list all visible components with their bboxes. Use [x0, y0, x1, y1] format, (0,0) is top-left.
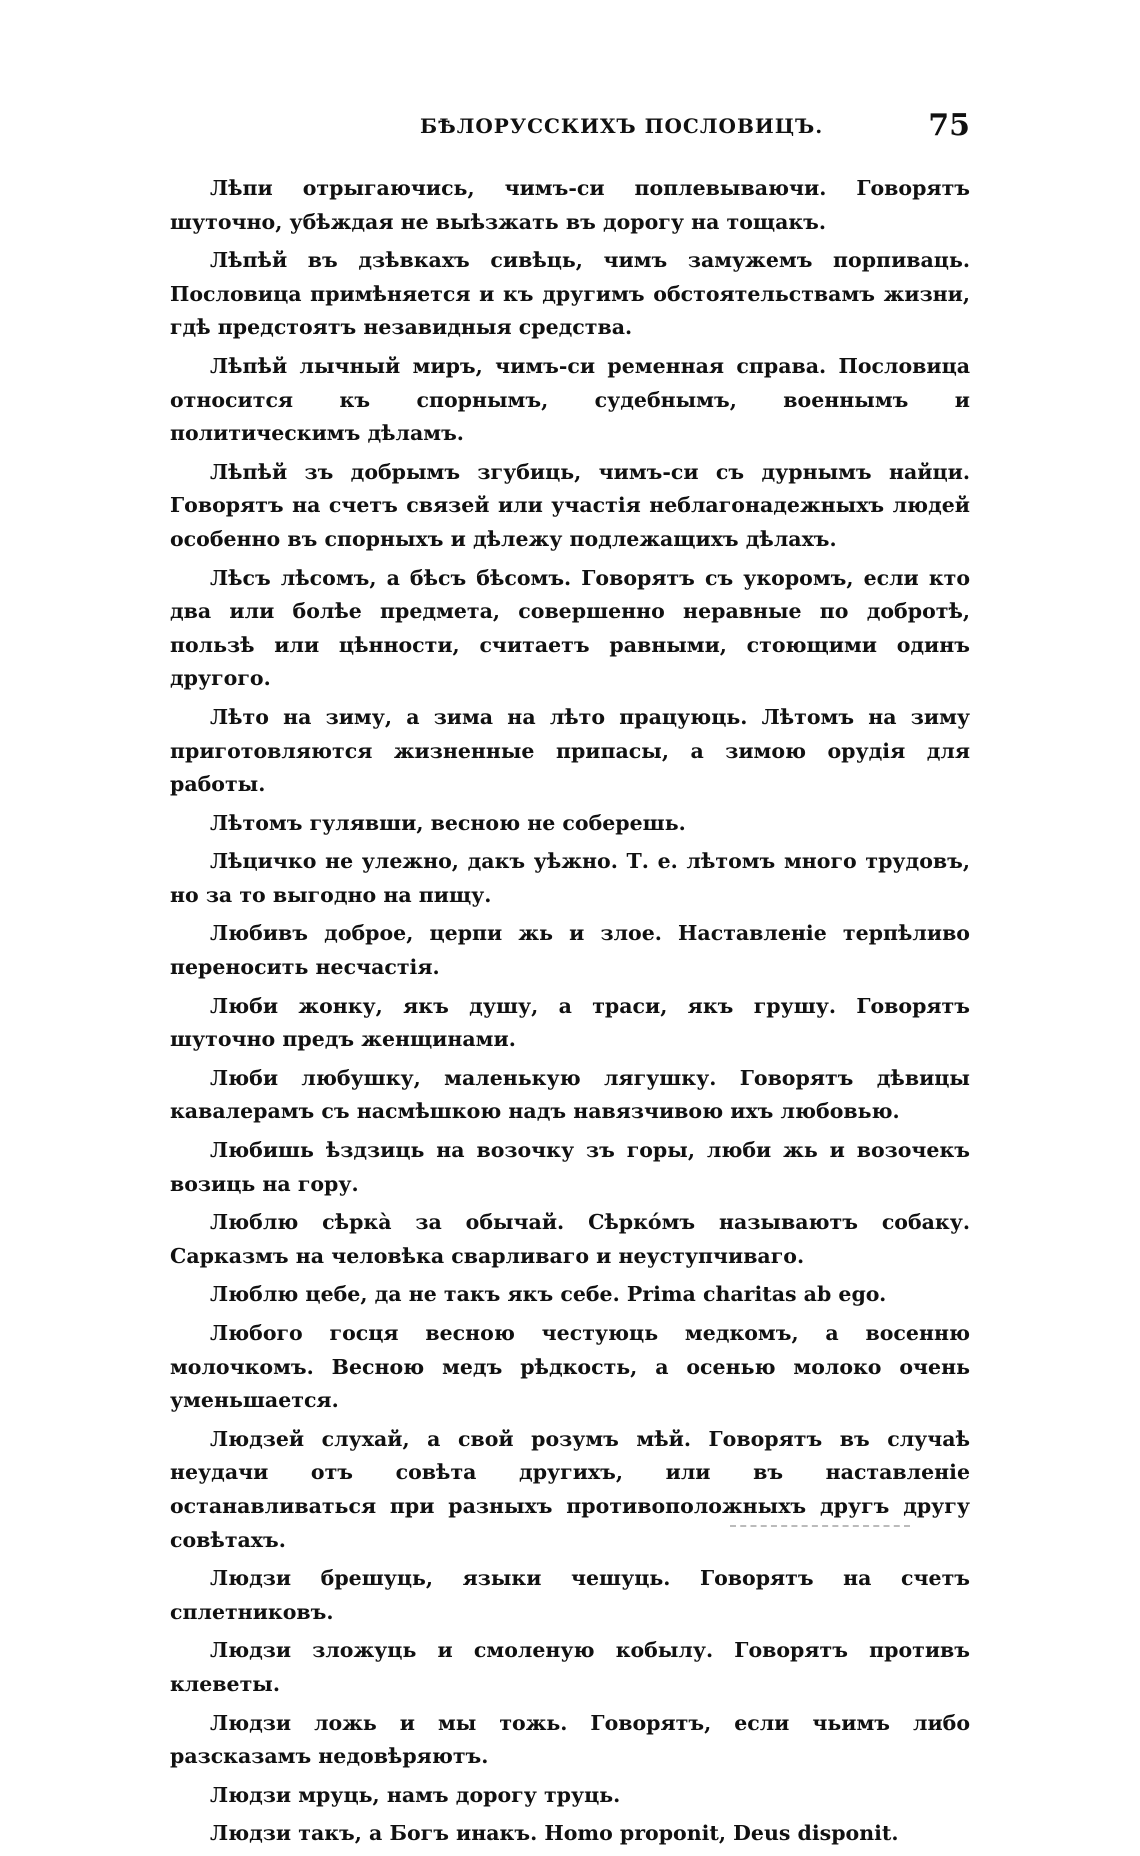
proverb-entry: Людзи зложуць и смоленую кобылу. Говорятъ противъ клеветы.	[170, 1638, 970, 1696]
running-title: БѢЛОРУССКИХЪ ПОСЛОВИЦЪ.	[420, 114, 824, 138]
proverb-entry: Люби любушку, маленькую лягушку. Говорятъ дѣвицы кавалерамъ съ насмѣшкою надъ навязчивою ихъ любовью.	[170, 1065, 970, 1124]
proverb-entry: Лѣпѣй лычный миръ, чимъ-си ременная справа. Пословица относится къ спорнымъ, судебнымъ, военнымъ и политическимъ дѣламъ.	[170, 353, 970, 446]
proverb-entry: Люблю сѣркà за обычай. Сѣркóмъ называютъ собаку. Сарказмъ на человѣка сварливаго и неуступчиваго.	[170, 1210, 970, 1268]
page-number: 75	[928, 108, 970, 143]
print-smudge-divider	[730, 1525, 910, 1531]
proverb-entry: Людзи ложь и мы тожь. Говорятъ, если чьимъ либо разсказамъ недовѣряютъ.	[170, 1710, 970, 1769]
proverb-entry: Людзи мруць, намъ дорогу труць.	[210, 1782, 621, 1807]
proverb-entry: Людзей слухай, а свой розумъ мѣй. Говорятъ въ случаѣ неудачи отъ совѣта другихъ, или въ наставленіе останавливаться при разныхъ противоположныхъ другъ другу совѣтахъ.	[170, 1426, 970, 1552]
proverb-entry: Люблю цебе, да не такъ якъ себе. Prima charitas ab ego.	[210, 1282, 887, 1307]
proverb-entry: Любивъ доброе, церпи жь и злое. Наставленіе терпѣливо переносить несчастія.	[170, 921, 970, 980]
proverb-entry: Лѣпѣй въ дзѣвкахъ сивѣць, чимъ замужемъ порпиваць. Пословица примѣняется и къ другимъ обстоятельствамъ жизни, гдѣ предстоятъ незавидныя средства.	[170, 248, 970, 340]
proverb-entry: Людзи такъ, а Богъ инакъ. Homo proponit, Deus disponit.	[210, 1821, 899, 1846]
proverb-entry: Лѣцичко не улежно, дакъ уѣжно. Т. е. лѣтомъ много трудовъ, но за то выгодно на пищу.	[170, 849, 970, 907]
proverb-entry: Любишь ѣздзиць на возочку зъ горы, люби жь и возочекъ возиць на гору.	[170, 1138, 970, 1196]
proverb-entry: Люби жонку, якъ душу, а траси, якъ грушу. Говорятъ шуточно предъ женщинами.	[170, 993, 970, 1052]
proverb-entry: Любого госця весною честуюць медкомъ, а восенню молочкомъ. Весною медъ рѣдкость, а осенью молоко очень уменьшается.	[170, 1321, 970, 1413]
proverb-entry: Лѣпѣй зъ добрымъ згубиць, чимъ-си съ дурнымъ найци. Говорятъ на счетъ связей или участія неблагонадежныхъ людей особенно въ спорныхъ и дѣлежу подлежащихъ дѣлахъ.	[170, 459, 970, 551]
proverb-list	[170, 172, 970, 1856]
page-header	[170, 108, 970, 148]
proverb-entry: Лѣтомъ гулявши, весною не соберешь.	[210, 810, 686, 835]
proverb-entry: Лѣто на зиму, а зима на лѣто працуюць. Лѣтомъ на зиму приготовляются жизненные припасы, а зимою орудія для работы.	[170, 704, 970, 797]
proverb-entry: Лѣсъ лѣсомъ, а бѣсъ бѣсомъ. Говорятъ съ укоромъ, если кто два или болѣе предмета, совершенно неравные по добротѣ, пользѣ или цѣнности, считаетъ равными, стоющими одинъ другого.	[170, 565, 970, 691]
proverb-entry: Людзи брешуць, языки чешуць. Говорятъ на счетъ сплетниковъ.	[170, 1566, 970, 1624]
proverb-entry: Лѣпи отрыгаючись, чимъ-си поплевываючи. Говорятъ шуточно, убѣждая не выѣзжать въ дорогу на тощакъ.	[170, 176, 970, 234]
